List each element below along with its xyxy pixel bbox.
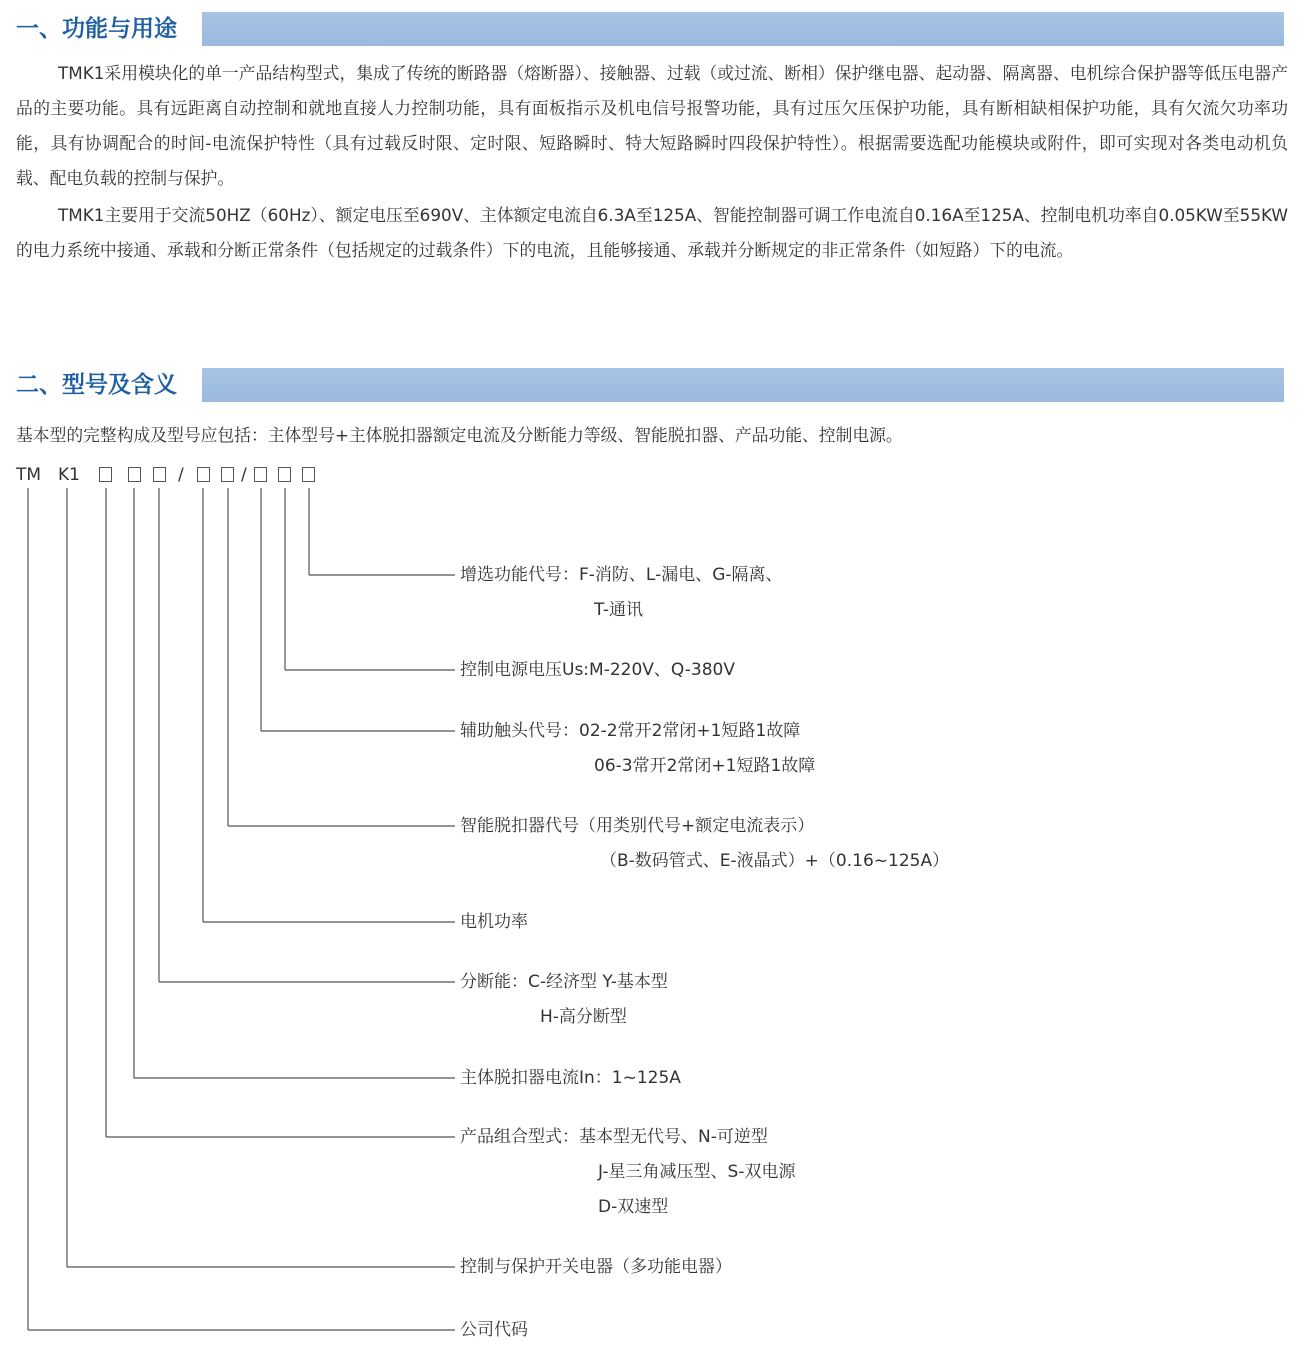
code-company-prefix: TM (16, 465, 42, 485)
desc-auxiliary-contact-code (460, 714, 815, 784)
desc-control-voltage-line1: 控制电源电压Us:M-220V、Q-380V (460, 660, 735, 680)
section-2-title: 二、型号及含义 (16, 372, 177, 398)
section-2-header (16, 368, 1284, 402)
section-2-bar (202, 368, 1284, 402)
desc-smart-trip-line1: 智能脱扣器代号（用类别代号+额定电流表示） (460, 816, 815, 836)
desc-smart-trip-code (460, 809, 949, 879)
desc-breaking-capacity-line1: 分断能：C-经济型 Y-基本型 (460, 972, 668, 992)
desc-control-protection-switch (460, 1250, 732, 1285)
desc-motor-power (460, 905, 528, 940)
code-box-4 (197, 467, 210, 482)
desc-auxiliary-contact-line2: 06-3常开2常闭+1短路1故障 (594, 756, 816, 776)
code-box-2 (128, 467, 141, 482)
code-separator-2: / (241, 465, 247, 485)
desc-breaking-capacity (460, 965, 668, 1035)
code-separator-1: / (178, 465, 184, 485)
section-1-header (16, 12, 1284, 46)
desc-optional-function-code (460, 558, 783, 628)
desc-main-trip-current-line1: 主体脱扣器电流In：1~125A (460, 1068, 681, 1088)
desc-company-code-line1: 公司代码 (460, 1320, 528, 1340)
code-box-7 (278, 467, 291, 482)
desc-control-protection-line1: 控制与保护开关电器（多功能电器） (460, 1257, 732, 1277)
code-box-6 (254, 467, 267, 482)
code-box-3 (153, 467, 166, 482)
desc-optional-function-line1: 增选功能代号：F-消防、L-漏电、G-隔离、 (460, 565, 783, 585)
desc-product-combination-line3: D-双速型 (598, 1197, 669, 1217)
code-box-5 (221, 467, 234, 482)
section-1-bar (202, 12, 1284, 46)
desc-motor-power-line1: 电机功率 (460, 912, 528, 932)
desc-smart-trip-line2: （B-数码管式、E-液晶式）+（0.16~125A） (600, 851, 950, 871)
desc-product-combination-line1: 产品组合型式：基本型无代号、N-可逆型 (460, 1127, 768, 1147)
code-product-series: K1 (58, 465, 80, 485)
desc-company-code (460, 1313, 528, 1348)
section-1-title: 一、功能与用途 (16, 16, 177, 42)
code-box-8 (302, 467, 315, 482)
desc-optional-function-line2: T-通讯 (594, 600, 643, 620)
desc-product-combination (460, 1120, 795, 1225)
model-intro-text: 基本型的完整构成及型号应包括：主体型号+主体脱扣器额定电流及分断能力等级、智能脱扣器、产品功能、控制电源。 (16, 425, 903, 445)
desc-main-trip-current (460, 1061, 681, 1096)
desc-control-voltage (460, 653, 735, 688)
desc-auxiliary-contact-line1: 辅助触头代号：02-2常开2常闭+1短路1故障 (460, 721, 801, 741)
desc-breaking-capacity-line2: H-高分断型 (540, 1007, 627, 1027)
function-paragraph-1: TMK1采用模块化的单一产品结构型式，集成了传统的断路器（熔断器）、接触器、过载（或过流、断相）保护继电器、起动器、隔离器、电机综合保护器等低压电器产品的主要功能。具有远距离自动控制和就地直接人力控制功能，具有面板指示及机电信号报警功能，具有过压欠压保护功能，具有断相缺相保护功能，具有欠流欠功率功能，具有协调配合的时间-电流保护特性（具有过载反时限、定时限、短路瞬时、特大短路瞬时四段保护特性）。根据需要选配功能模块或附件，即可实现对各类电动机负载、配电负载的控制与保护。 (16, 63, 1288, 188)
function-paragraph-2: TMK1主要用于交流50HZ（60Hz）、额定电压至690V、主体额定电流自6.3A至125A、智能控制器可调工作电流自0.16A至125A、控制电机功率自0.05KW至55KW的电力系统中接通、承载和分断正常条件（包括规定的过载条件）下的电流，且能够接通、承载并分断规定的非正常条件（如短路）下的电流。 (16, 205, 1288, 260)
desc-product-combination-line2: J-星三角减压型、S-双电源 (598, 1162, 796, 1182)
code-box-1 (99, 467, 112, 482)
